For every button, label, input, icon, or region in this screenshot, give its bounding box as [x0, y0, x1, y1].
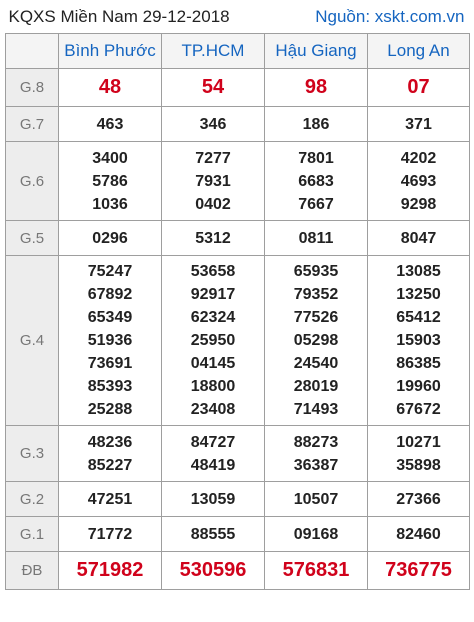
province-binh-phuoc[interactable]: Bình Phước: [59, 34, 162, 69]
prize-number: 10507: [293, 490, 339, 508]
prize-number: 13085: [396, 263, 441, 280]
prize-row: [6, 426, 470, 482]
province-hau-giang[interactable]: Hậu Giang: [265, 34, 368, 69]
prize-number: 25950: [190, 332, 236, 349]
prize-number: 92917: [190, 286, 236, 303]
prize-number: 88555: [190, 525, 236, 543]
prize-row: [6, 482, 470, 517]
prize-number: 371: [405, 115, 432, 133]
prize-number: 85393: [87, 378, 133, 395]
prize-number: 24540: [293, 355, 339, 372]
prize-number: 82460: [396, 525, 441, 543]
prize-number: 47251: [87, 490, 133, 508]
prize-cell: [59, 107, 162, 142]
prize-number: 736775: [385, 559, 452, 581]
prize-cell: [59, 69, 162, 107]
prize-number: 1036: [92, 195, 128, 213]
prize-cell: [59, 221, 162, 256]
prize-cell: [368, 552, 470, 590]
prize-cell: [368, 256, 470, 426]
prize-number: 71493: [293, 401, 339, 418]
prize-number: 85227: [87, 456, 133, 474]
prize-number: 48419: [190, 456, 236, 474]
prize-number: 13250: [396, 286, 441, 303]
prize-row: [6, 517, 470, 552]
prize-cell: [265, 221, 368, 256]
prize-number: 53658: [190, 263, 236, 280]
prize-number: 77526: [293, 309, 339, 326]
prize-number: 530596: [179, 559, 247, 581]
prize-number: 6683: [298, 172, 334, 190]
prize-number: 75247: [87, 263, 133, 280]
header-row: [6, 0, 470, 34]
prize-label: G.6: [6, 142, 59, 221]
prize-number: 65935: [293, 263, 339, 280]
corner-cell: [6, 34, 59, 69]
prize-number: 571982: [76, 559, 144, 581]
prize-number: 54: [201, 76, 225, 98]
prize-number: 86385: [396, 355, 441, 372]
prize-row: [6, 256, 470, 426]
prize-number: 88273: [293, 433, 339, 451]
prize-number: 10271: [396, 433, 441, 451]
prize-number: 36387: [293, 456, 339, 474]
prize-label: G.1: [6, 517, 59, 552]
prize-number: 98: [304, 76, 328, 98]
prize-number: 28019: [293, 378, 339, 395]
prize-cell: [162, 552, 265, 590]
prize-cell: [265, 517, 368, 552]
prize-number: 4693: [400, 172, 437, 190]
prize-number: 35898: [396, 456, 441, 474]
prize-cell: [162, 482, 265, 517]
prize-cell: [162, 517, 265, 552]
prize-cell: [162, 256, 265, 426]
results-table-container: [5, 0, 469, 590]
prize-number: 346: [199, 115, 227, 133]
prize-number: 0402: [195, 195, 231, 213]
prize-number: 25288: [87, 401, 133, 418]
prize-number: 84727: [190, 433, 236, 451]
prize-cell: [265, 552, 368, 590]
prize-number: 15903: [396, 332, 441, 349]
province-tphcm[interactable]: TP.HCM: [162, 34, 265, 69]
prize-number: 09168: [293, 525, 339, 543]
prize-cell: [59, 482, 162, 517]
prize-number: 04145: [190, 355, 236, 372]
prize-cell: [59, 426, 162, 482]
prize-number: 48: [98, 76, 122, 98]
prize-number: 13059: [190, 490, 236, 508]
prize-number: 18800: [190, 378, 236, 395]
prize-number: 0296: [92, 229, 128, 247]
prize-cell: [59, 256, 162, 426]
prize-cell: [368, 107, 470, 142]
prize-cell: [368, 69, 470, 107]
prize-cell: [59, 142, 162, 221]
prize-number: 05298: [293, 332, 339, 349]
source-link[interactable]: Nguồn: xskt.com.vn: [265, 0, 470, 34]
prize-label: G.4: [6, 256, 59, 426]
prize-number: 67892: [87, 286, 133, 303]
prize-cell: [162, 69, 265, 107]
province-row: [6, 34, 470, 69]
prize-cell: [162, 426, 265, 482]
province-long-an[interactable]: Long An: [368, 34, 470, 69]
prize-number: 4202: [400, 149, 437, 167]
prize-number: 62324: [190, 309, 236, 326]
prize-number: 463: [96, 115, 124, 133]
prize-number: 23408: [190, 401, 236, 418]
prize-number: 51936: [87, 332, 133, 349]
prize-number: 7931: [195, 172, 231, 190]
prize-number: 7667: [298, 195, 334, 213]
prize-row: [6, 221, 470, 256]
prize-cell: [265, 142, 368, 221]
prize-cell: [265, 426, 368, 482]
prize-number: 5312: [195, 229, 231, 247]
prize-number: 79352: [293, 286, 339, 303]
prize-label: G.7: [6, 107, 59, 142]
prize-row: [6, 552, 470, 590]
prize-row: [6, 142, 470, 221]
prize-cell: [368, 482, 470, 517]
prize-number: 71772: [87, 525, 133, 543]
prize-number: 9298: [400, 195, 437, 213]
prize-cell: [59, 552, 162, 590]
prize-number: 65412: [396, 309, 441, 326]
prize-label: G.3: [6, 426, 59, 482]
prize-cell: [368, 517, 470, 552]
prize-row: [6, 69, 470, 107]
prize-cell: [265, 256, 368, 426]
prize-label: G.2: [6, 482, 59, 517]
prize-number: 576831: [282, 559, 350, 581]
prize-number: 5786: [92, 172, 128, 190]
prize-number: 0811: [298, 229, 334, 247]
prize-rows: [6, 69, 470, 590]
prize-cell: [162, 221, 265, 256]
prize-cell: [265, 482, 368, 517]
results-table: [5, 0, 470, 590]
prize-cell: [368, 426, 470, 482]
prize-number: 3400: [92, 149, 128, 167]
prize-number: 19960: [396, 378, 441, 395]
prize-cell: [265, 69, 368, 107]
prize-number: 7801: [298, 149, 334, 167]
prize-row: [6, 107, 470, 142]
prize-number: 07: [407, 76, 430, 98]
prize-label: G.8: [6, 69, 59, 107]
prize-cell: [162, 142, 265, 221]
page-title: KQXS Miền Nam 29-12-2018: [6, 0, 265, 34]
prize-number: 73691: [87, 355, 133, 372]
prize-cell: [265, 107, 368, 142]
prize-cell: [368, 221, 470, 256]
prize-number: 48236: [87, 433, 133, 451]
prize-cell: [59, 517, 162, 552]
prize-number: 65349: [87, 309, 133, 326]
prize-cell: [368, 142, 470, 221]
prize-number: 186: [302, 115, 330, 133]
prize-number: 8047: [400, 229, 437, 247]
prize-number: 7277: [195, 149, 231, 167]
prize-cell: [162, 107, 265, 142]
prize-number: 27366: [396, 490, 441, 508]
prize-label: G.5: [6, 221, 59, 256]
prize-label: ĐB: [6, 552, 59, 590]
prize-number: 67672: [396, 401, 441, 418]
